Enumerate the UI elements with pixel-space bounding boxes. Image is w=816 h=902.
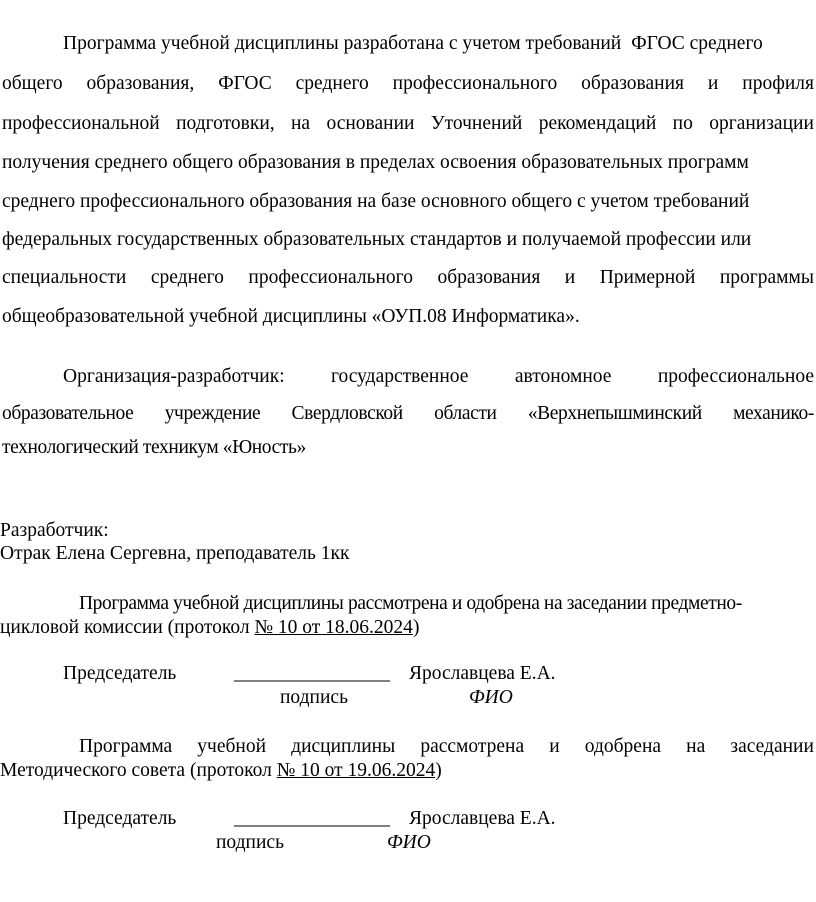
developer-name: Отрак Елена Сергевна, преподаватель 1кк [0,543,350,564]
org-line-3 [2,437,306,459]
word: образования [581,73,684,94]
word: среднего [295,73,369,94]
commission-chair-name: Ярославцева Е.А. [409,663,556,684]
word: автономное [514,366,612,387]
line-text: федеральных государственных образовательных стандартов и получаемой профессии или [2,229,752,250]
council-line-1 [79,736,814,758]
word: и [564,267,576,288]
council-text: Методического совета (протокол [0,760,277,781]
commission-signature-caption: подпись [280,687,348,708]
line-text: технологический техникум «Юность» [2,437,306,458]
word: организации [709,113,814,134]
word: «Верхнепышминский [527,403,702,424]
word: основании [326,113,415,134]
word: Программа [79,736,173,757]
word: специальности [2,267,127,288]
line-text: общеобразовательной учебной дисциплины «ОУП.08 Информатика». [2,306,580,327]
commission-protocol: № 10 от 18.06.2024 [254,617,413,638]
council-signature-caption: подпись [216,832,284,853]
word: Уточнений [430,113,523,134]
intro-line-1-a: Программа учебной дисциплины разработана с учетом требований [63,33,622,54]
council-protocol: № 10 от 19.06.2024 [276,760,436,781]
commission-text: цикловой комиссии (протокол [0,617,255,638]
commission-line-1: Программа учебной дисциплины рассмотрена и одобрена на заседании предметно- [79,593,742,614]
word: заседании [730,736,814,757]
word: Организация-разработчик: [63,366,285,387]
word: образования, [86,73,195,94]
word: среднего [150,267,224,288]
word: одобрена [584,736,662,757]
word: рассмотрена [420,736,525,757]
word: ФГОС [218,73,272,94]
word: на [291,113,311,134]
developer-label: Разработчик: [0,520,109,541]
council-chair-name: Ярославцева Е.А. [409,808,556,829]
word: профессиональное [657,366,814,387]
org-line-2 [2,403,814,425]
council-signature-line: ________________ [234,808,390,829]
council-text-end: ) [435,760,442,781]
commission-line-2 [0,617,419,639]
org-line-1 [63,366,814,388]
word: профессионального [392,73,558,94]
intro-line-8 [2,306,580,328]
word: профессионального [248,267,413,288]
intro-line-5 [2,191,749,213]
word: учреждение [164,403,261,424]
word: государственное [331,366,469,387]
commission-signature-line: ________________ [234,663,390,684]
word: Примерной [599,267,696,288]
word: по [672,113,693,134]
word: дисциплины [291,736,396,757]
word: на [686,736,706,757]
intro-line-1-b: ФГОС среднего [631,33,763,54]
word: образования [437,267,541,288]
word: профиля [742,73,814,94]
intro-line-1 [63,33,763,55]
word: рекомендаций [538,113,657,134]
commission-text-end: ) [412,617,420,638]
line-text: получения среднего общего образования в пределах освоения образовательных программ [2,152,749,173]
word: области [434,403,497,424]
word: Свердловской [291,403,403,424]
word: подготовки, [176,113,275,134]
word: профессиональной [2,113,160,134]
word: учебной [197,736,267,757]
word: общего [2,73,63,94]
intro-line-2 [2,73,814,95]
commission-chair-label: Председатель [63,663,177,684]
intro-line-4 [2,152,749,174]
council-fio-caption: ФИО [387,832,431,853]
line-text: среднего профессионального образования на базе основного общего с учетом требований [2,191,750,212]
word: программы [719,267,814,288]
word: образовательное [2,403,134,424]
council-chair-label: Председатель [63,808,177,829]
commission-fio-caption: ФИО [469,687,513,708]
intro-line-3 [2,113,814,135]
word: механико- [733,403,814,424]
intro-line-7 [2,267,814,289]
word: и [549,736,560,757]
council-line-2 [0,760,442,782]
intro-line-6 [2,229,751,251]
word: и [707,73,719,94]
